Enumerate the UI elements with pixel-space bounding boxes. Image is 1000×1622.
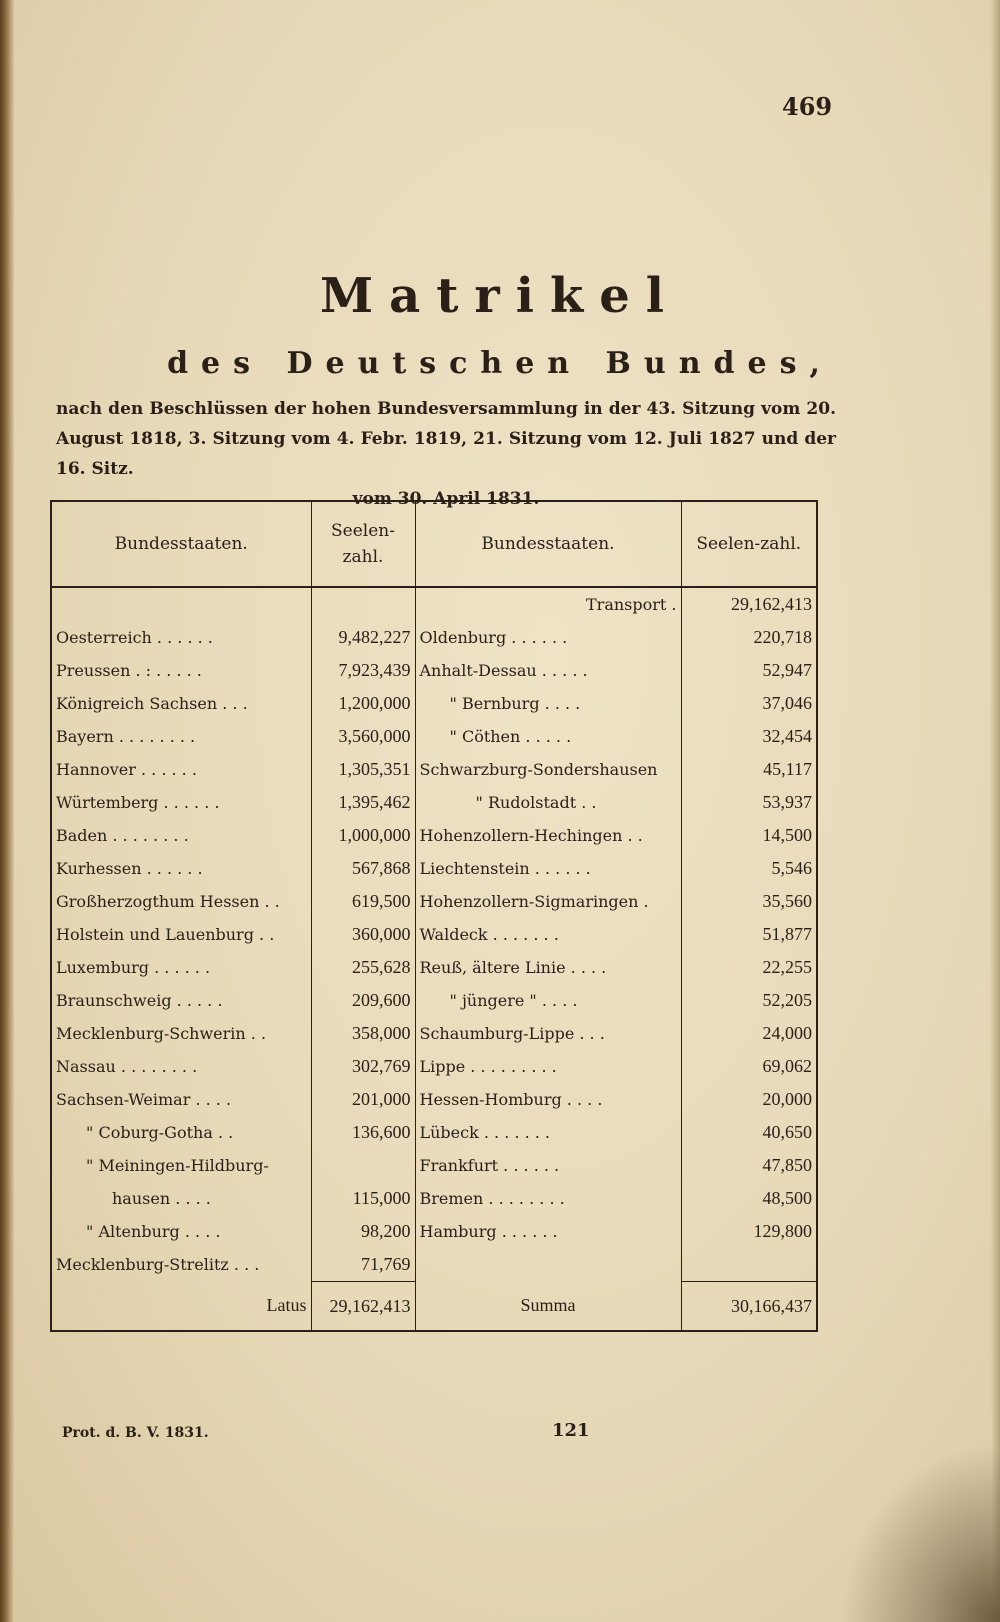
left-state-name: Mecklenburg-Schwerin . . <box>56 1024 267 1043</box>
right-population: 53,937 <box>681 786 817 819</box>
header-bundesstaaten-left: Bundesstaaten. <box>51 501 311 587</box>
table-header-row <box>51 501 817 587</box>
left-state-name <box>51 587 311 621</box>
right-population: 48,500 <box>681 1182 817 1215</box>
right-state-name: Oldenburg . . . . . . <box>415 621 681 654</box>
right-population: 14,500 <box>681 819 817 852</box>
table-row <box>51 1149 817 1182</box>
left-population: 9,482,227 <box>311 621 415 654</box>
left-state-name: " Meiningen-Hildburg- <box>86 1156 269 1175</box>
table-row <box>51 1050 817 1083</box>
footer-sheet-number: 121 <box>552 1420 590 1441</box>
right-state-name: Anhalt-Dessau . . . . . <box>415 654 681 687</box>
table-row <box>51 1083 817 1116</box>
left-population: 1,000,000 <box>311 819 415 852</box>
table-row <box>51 885 817 918</box>
left-population: 302,769 <box>311 1050 415 1083</box>
table-row <box>51 720 817 753</box>
right-state-name: Schwarzburg-Sondershausen <box>415 753 681 786</box>
table-row <box>51 687 817 720</box>
left-state-name: Oesterreich . . . . . . <box>56 628 213 647</box>
left-state-name: Würtemberg . . . . . . <box>56 793 220 812</box>
left-population: 201,000 <box>311 1083 415 1116</box>
left-state-name: " Altenburg . . . . <box>86 1222 221 1241</box>
table-row <box>51 587 817 621</box>
right-state-name: Waldeck . . . . . . . <box>415 918 681 951</box>
right-population: 35,560 <box>681 885 817 918</box>
matrikel-table <box>50 500 818 1332</box>
left-state-name: Mecklenburg-Strelitz . . . <box>56 1255 260 1275</box>
left-state-name: " Coburg-Gotha . . <box>86 1123 234 1142</box>
right-population: 47,850 <box>681 1149 817 1182</box>
table-row <box>51 654 817 687</box>
left-population: 1,200,000 <box>311 687 415 720</box>
left-population: 115,000 <box>311 1182 415 1215</box>
header-seelenzahl-left: Seelen-zahl. <box>311 501 415 587</box>
right-state-name: " Cöthen . . . . . <box>415 720 681 753</box>
page-right-edge <box>990 0 1000 1622</box>
table-row <box>51 1215 817 1248</box>
left-population <box>311 1149 415 1182</box>
description-paragraph <box>56 394 836 514</box>
right-population: 24,000 <box>681 1017 817 1050</box>
left-state-name: Preussen . : . . . . . <box>56 661 202 680</box>
left-population: 1,395,462 <box>311 786 415 819</box>
footer-signature: Prot. d. B. V. 1831. <box>62 1425 209 1441</box>
right-population: 45,117 <box>681 753 817 786</box>
left-state-name: Kurhessen . . . . . . <box>56 859 203 878</box>
right-population: 52,205 <box>681 984 817 1017</box>
summa-value: 30,166,437 <box>681 1282 817 1332</box>
right-population: 52,947 <box>681 654 817 687</box>
left-state-name: hausen . . . . <box>112 1189 211 1208</box>
table-row <box>51 984 817 1017</box>
right-state-name: " Rudolstadt . . <box>415 786 681 819</box>
left-population: 567,868 <box>311 852 415 885</box>
right-state-name: Liechtenstein . . . . . . <box>415 852 681 885</box>
right-state-name: Hamburg . . . . . . <box>415 1215 681 1248</box>
left-state-name: Sachsen-Weimar . . . . <box>56 1090 232 1109</box>
right-state-name: Schaumburg-Lippe . . . <box>415 1017 681 1050</box>
left-population: 360,000 <box>311 918 415 951</box>
left-population: 209,600 <box>311 984 415 1017</box>
table-row <box>51 1116 817 1149</box>
table-row <box>51 1017 817 1050</box>
right-state-name: Bremen . . . . . . . . <box>415 1182 681 1215</box>
latus-label: Latus <box>266 1295 307 1316</box>
right-state-name: Frankfurt . . . . . . <box>415 1149 681 1182</box>
table-row <box>51 753 817 786</box>
right-state-name: " jüngere " . . . . <box>415 984 681 1017</box>
table-totals-row <box>51 1282 817 1332</box>
book-spine-edge <box>0 0 14 1622</box>
page-corner-shadow <box>840 1442 1000 1622</box>
table-row <box>51 786 817 819</box>
right-population: 32,454 <box>681 720 817 753</box>
summa-label: Summa <box>415 1282 681 1332</box>
left-population: 7,923,439 <box>311 654 415 687</box>
right-state-name: Hohenzollern-Hechingen . . <box>415 819 681 852</box>
page-number: 469 <box>782 92 833 121</box>
header-seelenzahl-right: Seelen-zahl. <box>681 501 817 587</box>
left-population: 255,628 <box>311 951 415 984</box>
page-subtitle: des Deutschen Bundes, <box>167 346 833 381</box>
right-population: 5,546 <box>681 852 817 885</box>
left-state-name: Hannover . . . . . . <box>56 760 197 779</box>
description-last-line: vom 30. April 1831. <box>352 489 540 509</box>
right-state-name: Reuß, ältere Linie . . . . <box>415 951 681 984</box>
latus-value: 29,162,413 <box>311 1282 415 1332</box>
right-population: 220,718 <box>681 621 817 654</box>
left-population: 619,500 <box>311 885 415 918</box>
left-state-name: Luxemburg . . . . . . <box>56 958 211 977</box>
right-state-name: Transport . <box>415 587 681 621</box>
table-row <box>51 1182 817 1215</box>
right-population: 51,877 <box>681 918 817 951</box>
right-population: 29,162,413 <box>681 587 817 621</box>
left-state-name: Königreich Sachsen . . . <box>56 694 248 713</box>
left-population: 98,200 <box>311 1215 415 1248</box>
header-bundesstaaten-right: Bundesstaaten. <box>415 501 681 587</box>
right-state-name: Hohenzollern-Sigmaringen . <box>415 885 681 918</box>
table-row <box>51 621 817 654</box>
left-state-name: Bayern . . . . . . . . <box>56 727 196 746</box>
right-population <box>681 1248 817 1282</box>
left-state-name: Großherzogthum Hessen . . <box>56 892 280 911</box>
right-state-name <box>415 1248 681 1282</box>
left-population: 136,600 <box>311 1116 415 1149</box>
table-row <box>51 918 817 951</box>
left-state-name: Holstein und Lauenburg . . <box>56 925 275 944</box>
right-state-name: Lübeck . . . . . . . <box>415 1116 681 1149</box>
right-state-name: Hessen-Homburg . . . . <box>415 1083 681 1116</box>
table-row <box>51 819 817 852</box>
right-state-name: " Bernburg . . . . <box>415 687 681 720</box>
table-row <box>51 1248 817 1282</box>
left-population: 358,000 <box>311 1017 415 1050</box>
table-row <box>51 852 817 885</box>
right-population: 37,046 <box>681 687 817 720</box>
left-population: 1,305,351 <box>311 753 415 786</box>
left-state-name: Braunschweig . . . . . <box>56 991 223 1010</box>
right-population: 40,650 <box>681 1116 817 1149</box>
left-state-name: Nassau . . . . . . . . <box>56 1057 198 1076</box>
right-population: 69,062 <box>681 1050 817 1083</box>
table-row <box>51 951 817 984</box>
page-title: Matrikel <box>320 268 680 324</box>
right-state-name: Lippe . . . . . . . . . <box>415 1050 681 1083</box>
left-population <box>311 587 415 621</box>
right-population: 20,000 <box>681 1083 817 1116</box>
left-state-name: Baden . . . . . . . . <box>56 826 189 845</box>
left-population: 71,769 <box>311 1248 415 1282</box>
right-population: 22,255 <box>681 951 817 984</box>
left-population: 3,560,000 <box>311 720 415 753</box>
right-population: 129,800 <box>681 1215 817 1248</box>
description-text: nach den Beschlüssen der hohen Bundesversammlung in der 43. Sitzung vom 20. August 1818, 3. Sitzung vom 4. Febr. 1819, 21. Sitzung vom 12. Juli 1827 und der 16. Sitz. <box>56 399 836 479</box>
